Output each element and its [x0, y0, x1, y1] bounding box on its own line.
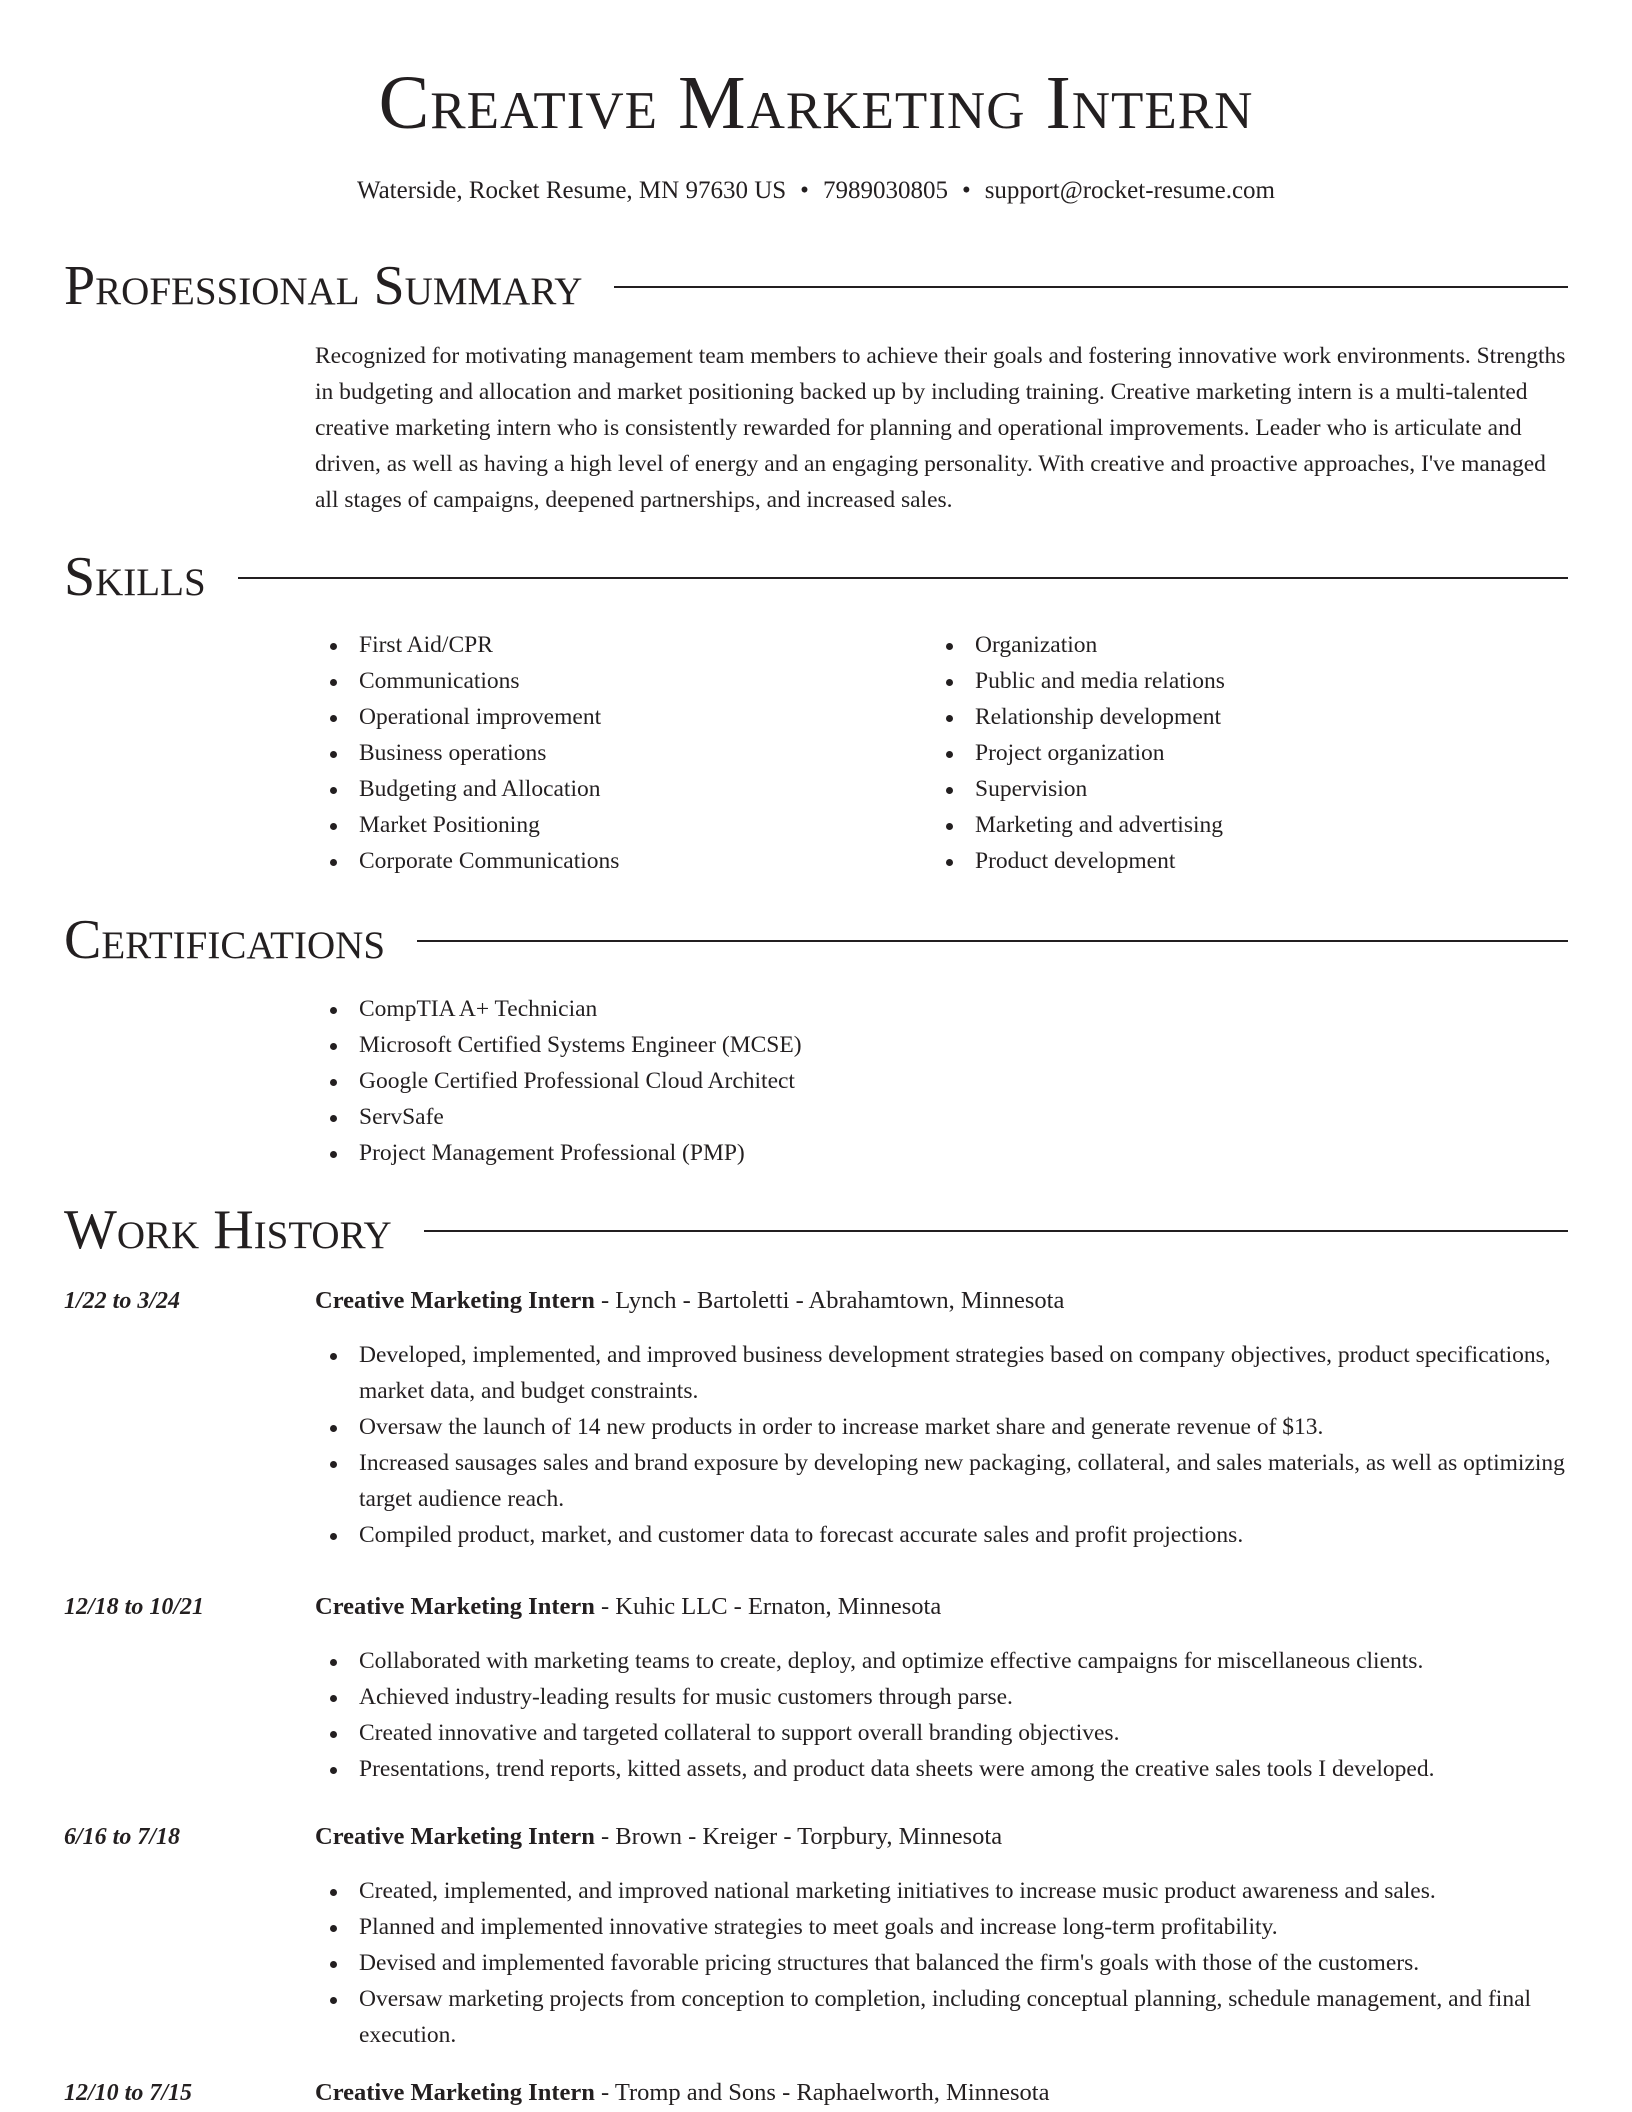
- certification-item: Google Certified Professional Cloud Architect: [315, 1063, 1571, 1099]
- work-history-section-title: Work History: [64, 1199, 392, 1261]
- work-history-section-header: [64, 1198, 1568, 1262]
- skill-item: Project organization: [931, 735, 1571, 771]
- job-bullets: [315, 1643, 1571, 1787]
- job-role-line: [315, 2075, 1049, 2111]
- skill-item: Communications: [315, 663, 915, 699]
- certification-item: Project Management Professional (PMP): [315, 1135, 1571, 1171]
- section-divider: [614, 286, 1568, 288]
- skill-item: Product development: [931, 843, 1571, 879]
- job-dates: 12/18 to 10/21: [64, 1594, 205, 1620]
- job-role: Creative Marketing Intern: [315, 1593, 595, 1620]
- skill-item: Relationship development: [931, 699, 1571, 735]
- job-dates: 6/16 to 7/18: [64, 1824, 181, 1850]
- skill-item: Market Positioning: [315, 807, 915, 843]
- certification-item: CompTIA A+ Technician: [315, 991, 1571, 1027]
- job-employer-location: - Kuhic LLC - Ernaton, Minnesota: [594, 1593, 942, 1620]
- certifications-section-header: [64, 908, 1568, 972]
- job-dates: 1/22 to 3/24: [64, 1288, 181, 1314]
- job-bullet: Presentations, trend reports, kitted assets, and product data sheets were among the creative sales tools I developed.: [315, 1751, 1571, 1787]
- job-employer-location: - Brown - Kreiger - Torpbury, Minnesota: [594, 1823, 1003, 1850]
- job-bullet: Created innovative and targeted collateral to support overall branding objectives.: [315, 1715, 1571, 1751]
- contact-separator: •: [800, 177, 809, 204]
- job-bullet: Developed, implemented, and improved business development strategies based on company objectives, product specifications, market data, and budget constraints.: [315, 1337, 1571, 1409]
- contact-email: support@rocket-resume.com: [984, 177, 1275, 204]
- certifications-section-title: Certifications: [64, 909, 386, 971]
- job-bullet: Oversaw the launch of 14 new products in order to increase market share and generate revenue of $13.: [315, 1409, 1571, 1445]
- skill-item: Budgeting and Allocation: [315, 771, 915, 807]
- skill-item: Public and media relations: [931, 663, 1571, 699]
- job-bullet: Increased sausages sales and brand exposure by developing new packaging, collateral, and sales materials, as well as optimizing target audience reach.: [315, 1445, 1571, 1517]
- skill-item: Business operations: [315, 735, 915, 771]
- skills-left-column: [315, 627, 915, 879]
- certifications-list: [315, 991, 1571, 1171]
- job-role: Creative Marketing Intern: [315, 1287, 595, 1314]
- summary-paragraph: Recognized for motivating management team members to achieve their goals and fostering innovative work environments. Strengths in budgeting and allocation and market positioning backed up by including training. Creative marketing intern is a multi-talented creative marketing intern who is consistently rewarded for planning and operational improvements. Leader who is articulate and driven, as well as having a high level of energy and an engaging personality. With creative and proactive approaches, I've managed all stages of campaigns, deepened partnerships, and increased sales.: [315, 343, 1566, 513]
- skill-item: Operational improvement: [315, 699, 915, 735]
- certification-item: Microsoft Certified Systems Engineer (MCSE): [315, 1027, 1571, 1063]
- job-role-line: [315, 1283, 1064, 1319]
- job-bullets: [315, 1337, 1571, 1553]
- job-bullet: Achieved industry-leading results for music customers through parse.: [315, 1679, 1571, 1715]
- summary-section-title: Professional Summary: [64, 255, 583, 317]
- certification-item: ServSafe: [315, 1099, 1571, 1135]
- skill-item: Corporate Communications: [315, 843, 915, 879]
- job-bullet: Created, implemented, and improved national marketing initiatives to increase music product awareness and sales.: [315, 1873, 1571, 1909]
- section-divider: [424, 1230, 1568, 1232]
- job-bullets: [315, 1873, 1571, 2053]
- job-bullet: Oversaw marketing projects from conception to completion, including conceptual planning, schedule management, and final execution.: [315, 1981, 1571, 2053]
- job-bullet: Devised and implemented favorable pricing structures that balanced the firm's goals with those of the customers.: [315, 1945, 1571, 1981]
- job-role-line: [315, 1819, 1002, 1855]
- skill-item: Supervision: [931, 771, 1571, 807]
- job-dates: 12/10 to 7/15: [64, 2080, 193, 2106]
- resume-name-heading: Creative Marketing Intern: [378, 61, 1254, 145]
- job-bullet: Compiled product, market, and customer data to forecast accurate sales and profit projections.: [315, 1517, 1571, 1553]
- job-bullet: Collaborated with marketing teams to create, deploy, and optimize effective campaigns for miscellaneous clients.: [315, 1643, 1571, 1679]
- contact-line: [0, 172, 1632, 210]
- section-divider: [238, 577, 1568, 579]
- job-bullet: Planned and implemented innovative strategies to meet goals and increase long-term profitability.: [315, 1909, 1571, 1945]
- job-employer-location: - Tromp and Sons - Raphaelworth, Minnesota: [594, 2079, 1050, 2106]
- job-role: Creative Marketing Intern: [315, 1823, 595, 1850]
- skill-item: Organization: [931, 627, 1571, 663]
- job-role-line: [315, 1589, 941, 1625]
- skills-section-title: Skills: [64, 546, 206, 608]
- skills-right-column: [931, 627, 1571, 879]
- job-role: Creative Marketing Intern: [315, 2079, 595, 2106]
- contact-phone: 7989030805: [822, 177, 948, 204]
- contact-separator: •: [961, 177, 971, 204]
- contact-address: Waterside, Rocket Resume, MN 97630 US: [356, 177, 787, 204]
- section-divider: [417, 940, 1568, 942]
- job-employer-location: - Lynch - Bartoletti - Abrahamtown, Minnesota: [594, 1287, 1065, 1314]
- summary-section-header: [64, 254, 1568, 318]
- skill-item: First Aid/CPR: [315, 627, 915, 663]
- skills-section-header: [64, 545, 1568, 609]
- skill-item: Marketing and advertising: [931, 807, 1571, 843]
